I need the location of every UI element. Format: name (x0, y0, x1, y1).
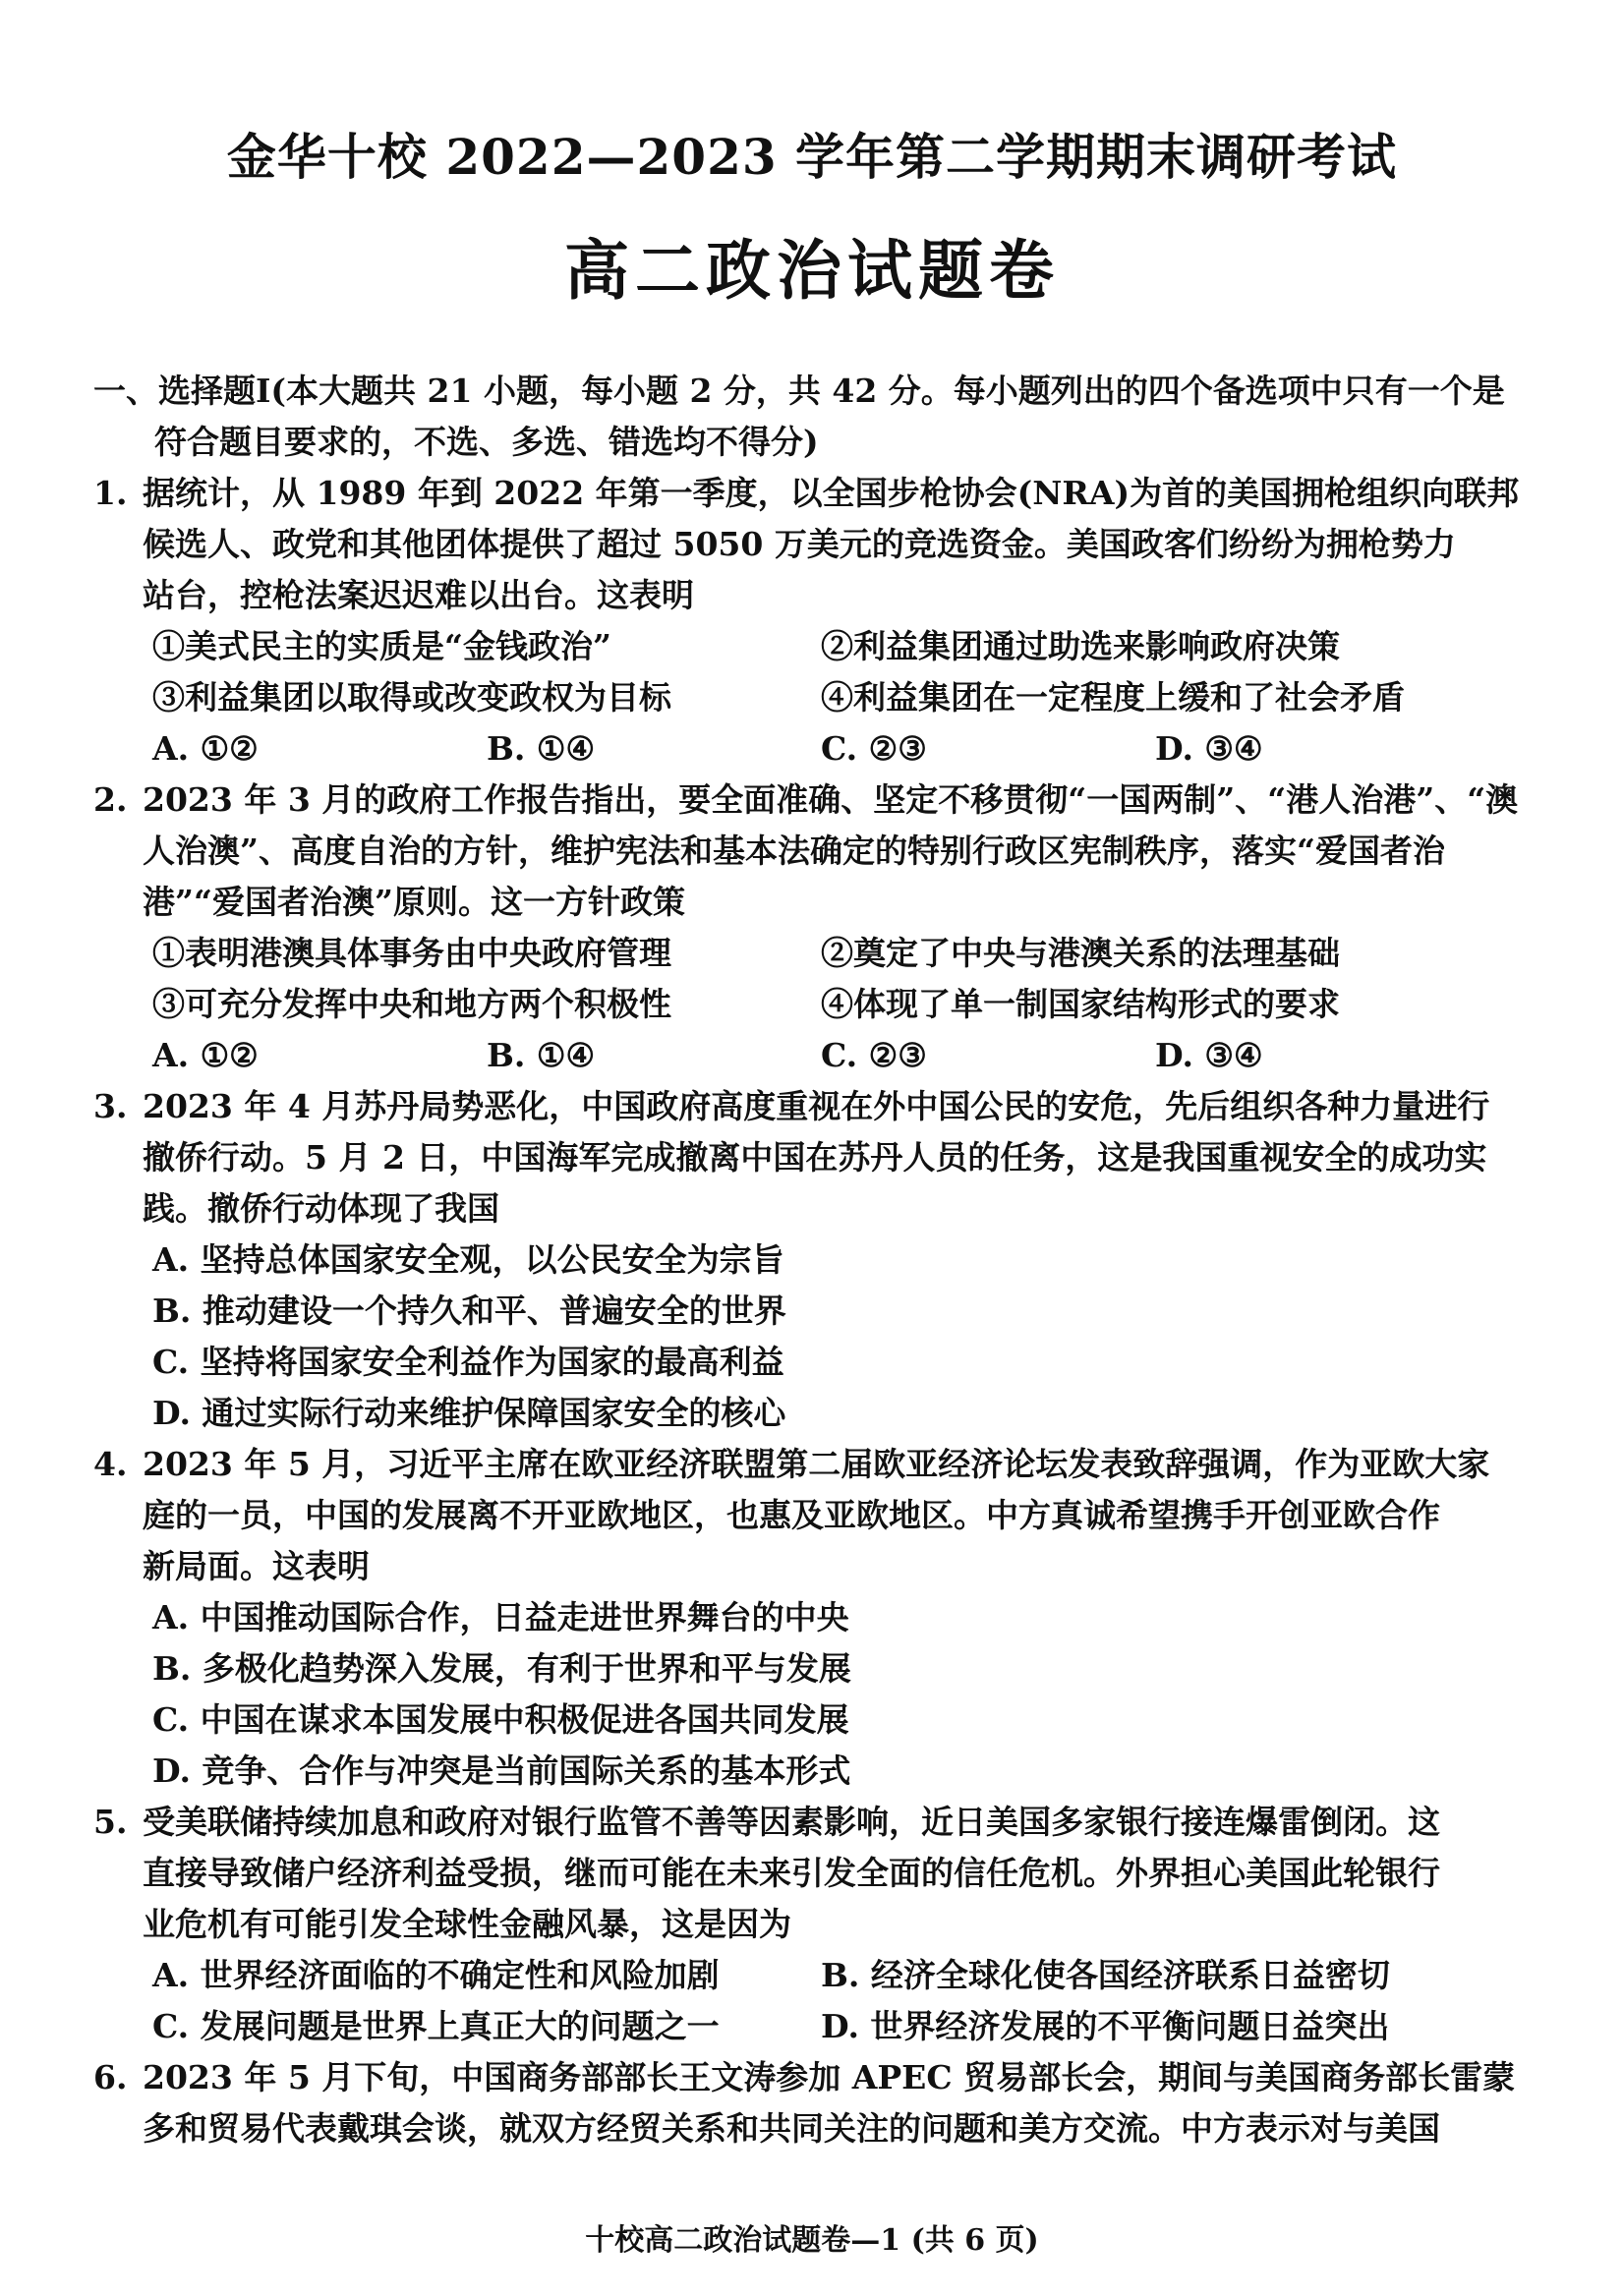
question-stem (93, 775, 1558, 928)
choice-c: C. 中国在谋求本国发展中积极促进各国共同发展 (152, 1700, 849, 1739)
choice-b: B. 多极化趋势深入发展，有利于世界和平与发展 (152, 1649, 851, 1688)
question-stem (93, 1439, 1558, 1592)
choice-a: A. 世界经济面临的不确定性和风险加剧 (152, 1956, 720, 1994)
answer-options (93, 1592, 1558, 1797)
stem-line: 据统计，从 1989 年到 2022 年第一季度，以全国步枪协会(NRA)为首的美国拥枪组织向联邦 (143, 474, 1520, 512)
stem-line: 多和贸易代表戴琪会谈，就双方经贸关系和共同关注的问题和美方交流。中方表示对与美国 (143, 2109, 1440, 2148)
question-stem (93, 468, 1558, 621)
statement-grid (93, 621, 1558, 723)
question-number: 5. (93, 1803, 128, 1841)
exam-subtitle: 高二政治试题卷 (564, 232, 1060, 309)
statement-item: ④体现了单一制国家结构形式的要求 (821, 985, 1340, 1023)
question-4 (93, 1439, 1558, 1797)
stem-line: 受美联储持续加息和政府对银行监管不善等因素影响，近日美国多家银行接连爆雷倒闭。这 (143, 1803, 1440, 1841)
statement-item: ①表明港澳具体事务由中央政府管理 (152, 934, 671, 972)
question-number: 3. (93, 1087, 128, 1125)
question-stem (93, 1081, 1558, 1234)
stem-line: 港”“爱国者治澳”原则。这一方针政策 (143, 883, 685, 921)
question-stem (93, 1797, 1558, 1950)
stem-line: 2023 年 3 月的政府工作报告指出，要全面准确、坚定不移贯彻“一国两制”、“港人治港”、“澳 (143, 780, 1519, 819)
statement-item: ③利益集团以取得或改变政权为目标 (152, 678, 671, 717)
stem-line: 撤侨行动。5 月 2 日，中国海军完成撤离中国在苏丹人员的任务，这是我国重视安全的成功实 (143, 1138, 1487, 1177)
stem-line: 业危机有可能引发全球性金融风暴，这是因为 (143, 1905, 791, 1943)
choice-d: D. 竞争、合作与冲突是当前国际关系的基本形式 (152, 1751, 851, 1790)
choice-d: D. 通过实际行动来维护保障国家安全的核心 (152, 1394, 786, 1432)
statement-item: ④利益集团在一定程度上缓和了社会矛盾 (821, 678, 1405, 717)
answer-choices (93, 1030, 1558, 1081)
stem-line: 践。撤侨行动体现了我国 (143, 1189, 499, 1228)
page-footer: 十校高二政治试题卷—1 (共 6 页) (585, 2223, 1039, 2258)
stem-line: 人治澳”、高度自治的方针，维护宪法和基本法确定的特别行政区宪制秩序，落实“爱国者治 (143, 832, 1445, 870)
section-heading-line2: 符合题目要求的，不选、多选、错选均不得分) (154, 423, 819, 461)
section-heading-line1: 一、选择题Ⅰ(本大题共 21 小题，每小题 2 分，共 42 分。每小题列出的四个备选项中只有一个是 (93, 372, 1505, 410)
choice-b: B. ①④ (487, 729, 596, 768)
choice-c: C. ②③ (821, 1036, 927, 1074)
stem-line: 直接导致储户经济利益受损，继而可能在未来引发全面的信任危机。外界担心美国此轮银行 (143, 1854, 1440, 1892)
statement-item: ①美式民主的实质是“金钱政治” (152, 627, 611, 665)
choice-a: A. 中国推动国际合作，日益走进世界舞台的中央 (152, 1598, 849, 1636)
stem-line: 新局面。这表明 (143, 1547, 370, 1585)
stem-line: 2023 年 5 月，习近平主席在欧亚经济联盟第二届欧亚经济论坛发表致辞强调，作为亚欧大家 (143, 1445, 1490, 1483)
stem-line: 庭的一员，中国的发展离不开亚欧地区，也惠及亚欧地区。中方真诚希望携手开创亚欧合作 (143, 1496, 1440, 1534)
stem-line: 2023 年 5 月下旬，中国商务部部长王文涛参加 APEC 贸易部长会，期间与美国商务部长雷蒙 (143, 2058, 1516, 2096)
choice-b: B. 经济全球化使各国经济联系日益密切 (821, 1956, 1390, 1994)
choice-c: C. ②③ (821, 729, 927, 768)
question-6 (93, 2052, 1558, 2154)
answer-options (93, 1950, 1558, 2052)
stem-line: 站台，控枪法案迟迟难以出台。这表明 (143, 576, 694, 614)
question-number: 1. (93, 474, 128, 512)
question-stem (93, 2052, 1558, 2154)
choice-a: A. ①② (152, 729, 259, 768)
statement-grid (93, 928, 1558, 1030)
statement-item: ②奠定了中央与港澳关系的法理基础 (821, 934, 1340, 972)
answer-choices (93, 723, 1558, 775)
question-number: 4. (93, 1445, 128, 1483)
question-3 (93, 1081, 1558, 1439)
statement-item: ②利益集团通过助选来影响政府决策 (821, 627, 1340, 665)
exam-content (93, 366, 1558, 2154)
question-5 (93, 1797, 1558, 2052)
choice-d: D. ③④ (1155, 1036, 1263, 1074)
choice-c: C. 发展问题是世界上真正大的问题之一 (152, 2007, 720, 2045)
section-heading (93, 366, 1558, 468)
stem-line: 候选人、政党和其他团体提供了超过 5050 万美元的竞选资金。美国政客们纷纷为拥枪势力 (143, 525, 1456, 563)
choice-b: B. 推动建设一个持久和平、普遍安全的世界 (152, 1292, 786, 1330)
choice-a: A. ①② (152, 1036, 259, 1074)
question-number: 6. (93, 2058, 128, 2096)
choice-d: D. ③④ (1155, 729, 1263, 768)
choice-b: B. ①④ (487, 1036, 596, 1074)
choice-c: C. 坚持将国家安全利益作为国家的最高利益 (152, 1343, 784, 1381)
question-1 (93, 468, 1558, 775)
exam-title: 金华十校 2022—2023 学年第二学期期末调研考试 (226, 128, 1398, 186)
answer-options (93, 1234, 1558, 1439)
question-number: 2. (93, 780, 128, 819)
statement-item: ③可充分发挥中央和地方两个积极性 (152, 985, 671, 1023)
stem-line: 2023 年 4 月苏丹局势恶化，中国政府高度重视在外中国公民的安危，先后组织各种力量进行 (143, 1087, 1490, 1125)
choice-a: A. 坚持总体国家安全观，以公民安全为宗旨 (152, 1240, 784, 1279)
question-2 (93, 775, 1558, 1081)
choice-d: D. 世界经济发展的不平衡问题日益突出 (821, 2007, 1390, 2045)
